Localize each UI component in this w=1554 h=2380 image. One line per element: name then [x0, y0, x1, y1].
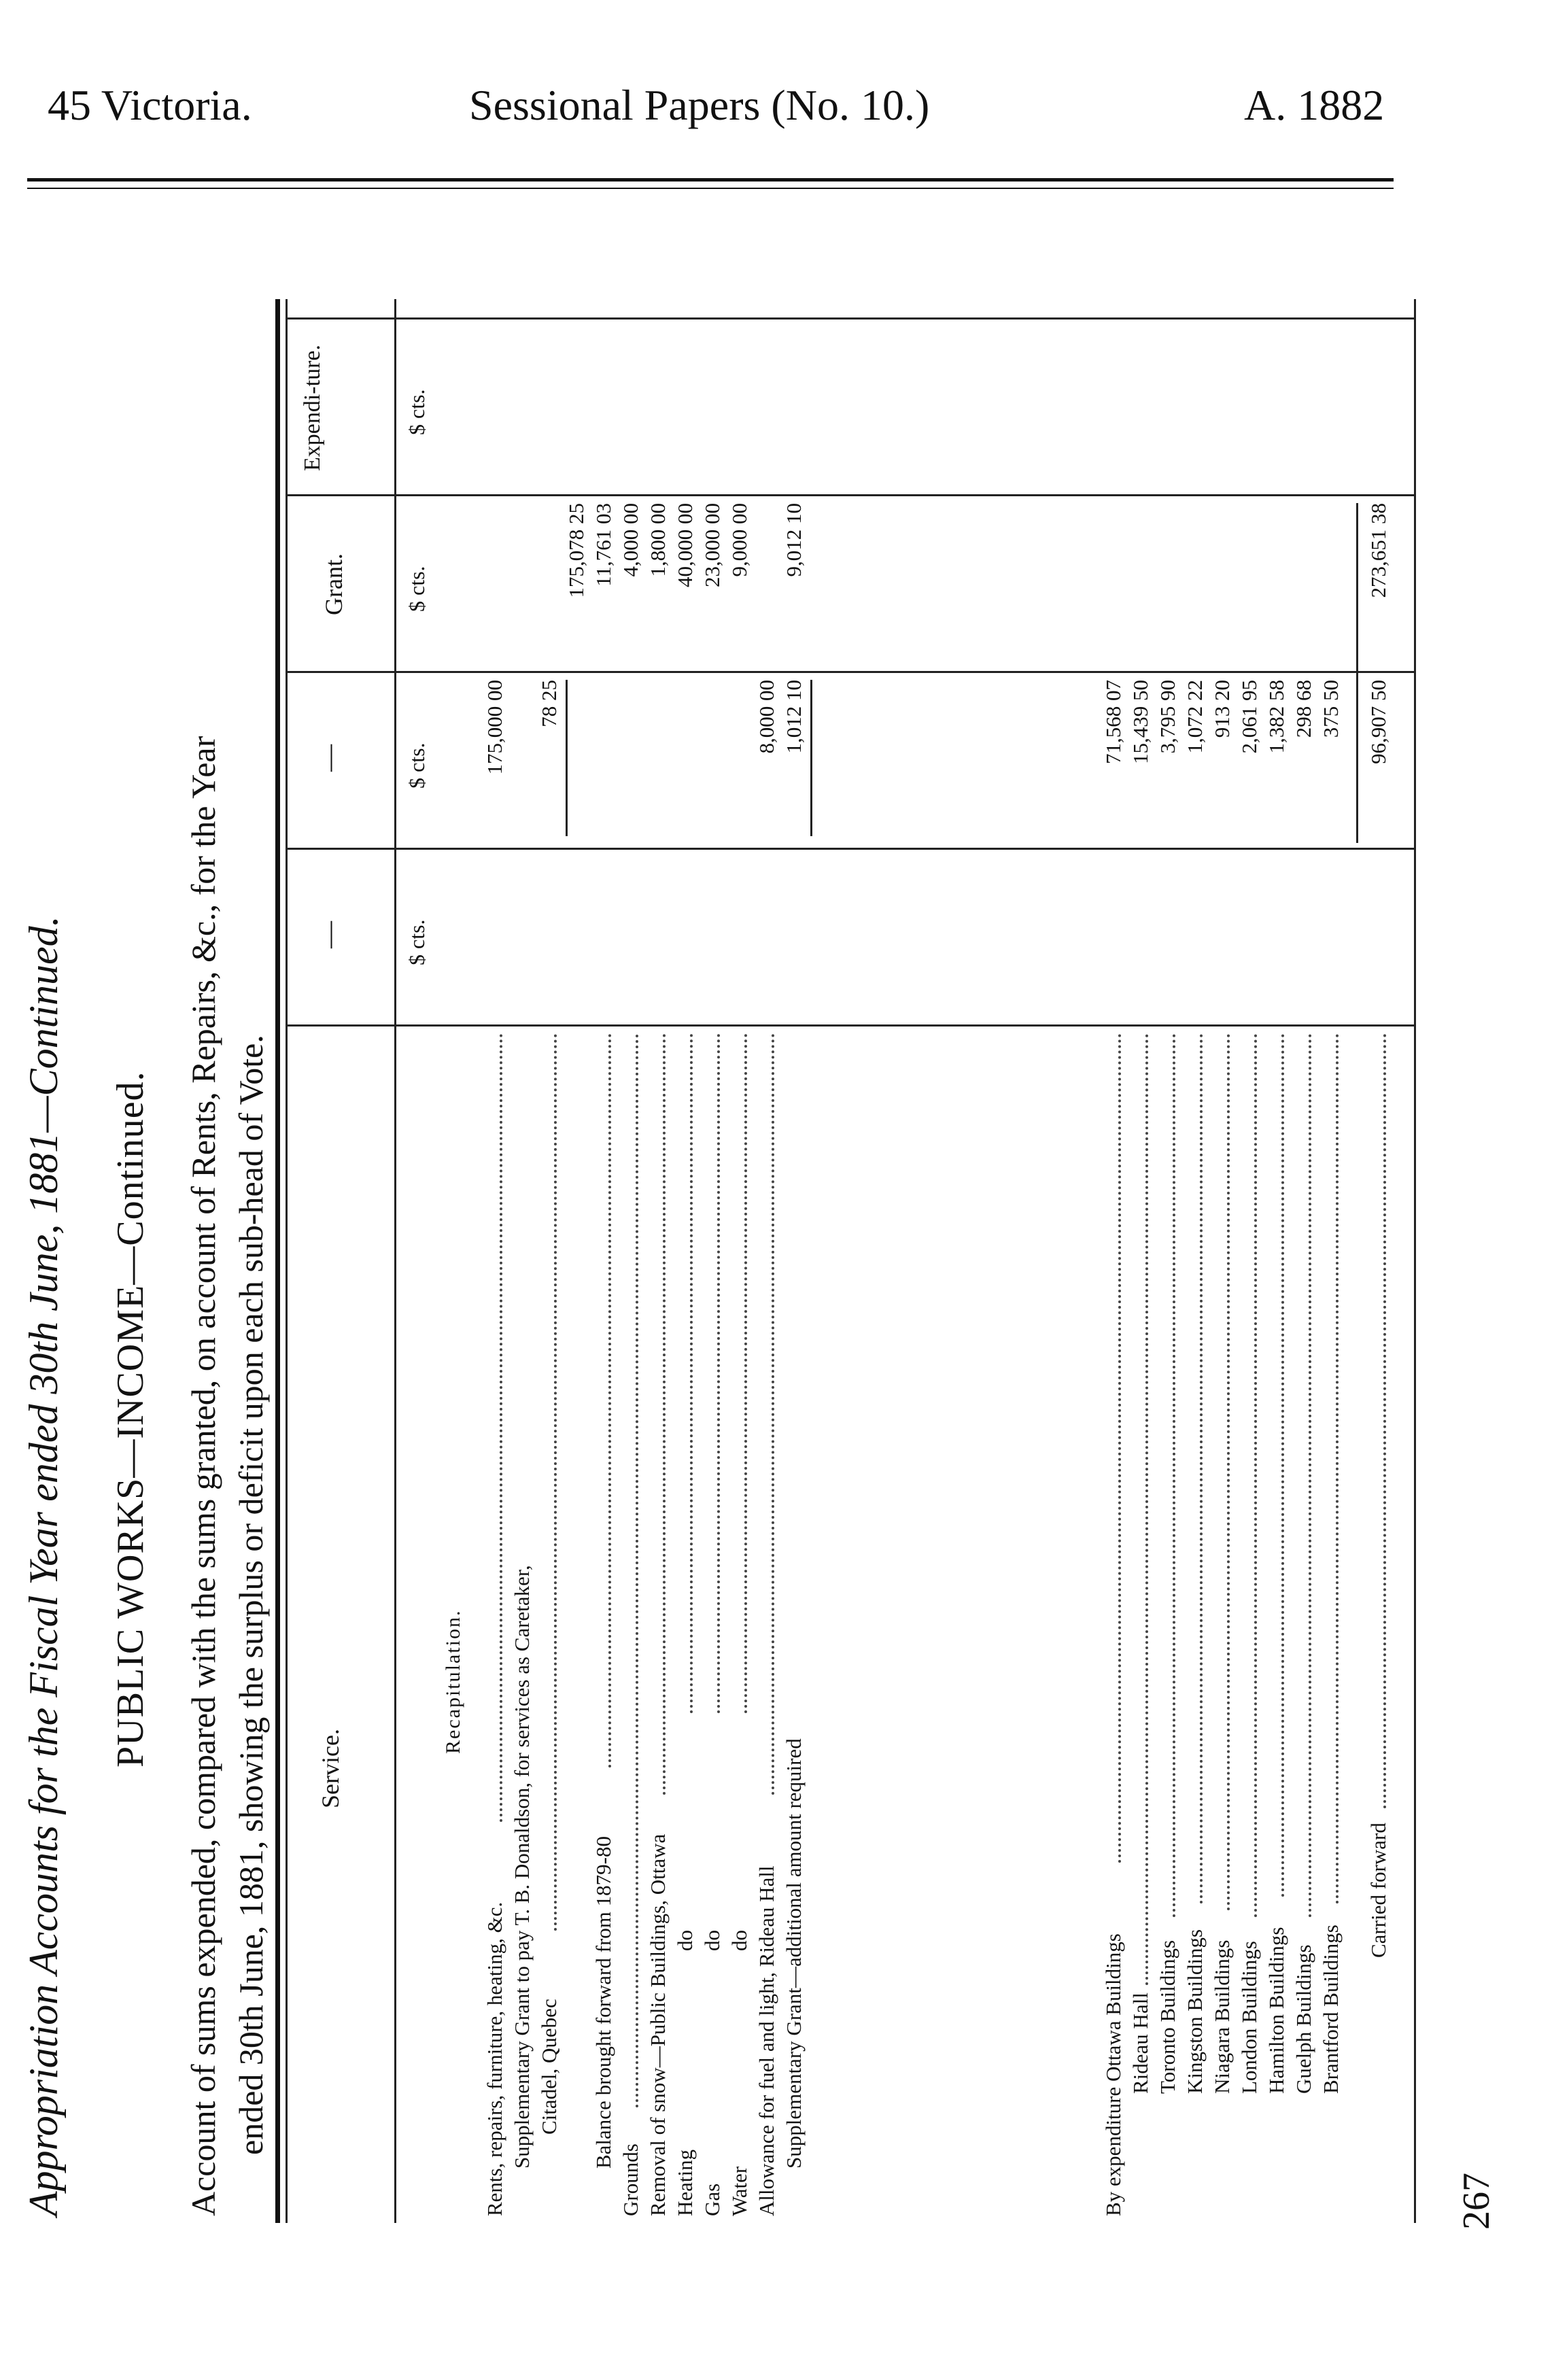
expenditure-amount: 375 50 [1319, 680, 1343, 738]
row-label: Heating [673, 2149, 697, 2216]
leader-dots [1200, 1033, 1203, 1903]
header-volume: 45 Victoria. [48, 81, 252, 129]
col-head-dash-1: — [313, 921, 344, 948]
grant-cell: 40,000 00 [673, 503, 697, 587]
leader-dots [636, 1033, 638, 2107]
row-label: Supplementary Grant—additional amount required [782, 1738, 806, 2169]
grant-cell: 11,761 03 [591, 503, 615, 587]
header-rule-thin [27, 188, 1394, 189]
title-appropriation: Appropriation Accounts for the Fiscal Year ended 30th June, 1881—Continued. [21, 916, 66, 2216]
grant-cell: 9,012 10 [782, 503, 806, 577]
expenditure-label: Guelph Buildings [1292, 1944, 1315, 2094]
amount-cell: 8,000 00 [755, 680, 778, 754]
rotated-page-body [14, 204, 1523, 2243]
header-rule [27, 178, 1394, 182]
ditto-mark: do [673, 1930, 697, 1951]
col-divider-a [286, 848, 1414, 850]
recapitulation-heading: Recapitulation. [442, 1609, 464, 1754]
table-header-bottom-rule [394, 299, 396, 2223]
row-label: Balance brought forward from 1879-80 [591, 1836, 615, 2169]
col-divider-exp [286, 317, 1414, 320]
leader-dots [1145, 1033, 1148, 1985]
grant-cell: 23,000 00 [700, 503, 724, 587]
expenditure-amount: 15,439 50 [1128, 680, 1152, 764]
unit-a: $ cts. [404, 919, 429, 965]
col-head-service: Service. [317, 1729, 344, 1808]
grant-cell: 175,078 25 [564, 503, 588, 598]
title-account-line2: ended 30th June, 1881, showing the surplus or deficit upon each sub-head of Vote. [232, 1035, 270, 2155]
carried-forward-label: Carried forward [1366, 1823, 1390, 1958]
row-label: Grounds [619, 2143, 642, 2216]
table-top-rule [275, 299, 280, 2223]
amount-cell: 1,012 10 [782, 680, 806, 754]
leader-dots [1383, 1033, 1386, 1808]
row-label: Allowance for fuel and light, Rideau Hall [755, 1865, 778, 2216]
expenditure-label: Niagara Buildings [1210, 1939, 1234, 2094]
amount-cell: 78 25 [537, 680, 561, 727]
expenditure-amount: 298 68 [1292, 680, 1315, 738]
leader-dots [554, 1033, 557, 1931]
total-rule [1356, 503, 1358, 843]
leader-dots [1173, 1033, 1175, 1917]
leader-dots [1227, 1033, 1230, 1910]
leader-dots [1336, 1033, 1339, 1903]
subtotal-rule [810, 680, 812, 836]
expenditure-amount: 71,568 07 [1101, 680, 1125, 764]
leader-dots [608, 1033, 611, 1767]
leader-dots [500, 1033, 502, 1822]
table-bottom-rule [1414, 299, 1416, 2223]
col-head-expenditure: Expendi-ture. [300, 345, 325, 471]
expenditure-amount: 1,382 58 [1264, 680, 1288, 754]
unit-grant: $ cts. [404, 566, 429, 612]
unit-b: $ cts. [404, 742, 429, 789]
expenditure-label: London Buildings [1237, 1941, 1261, 2094]
leader-dots [690, 1033, 693, 1713]
leader-dots [717, 1033, 720, 1713]
leader-dots [1254, 1033, 1257, 1917]
col-head-dash-2: — [313, 744, 344, 772]
leader-dots [772, 1033, 774, 1795]
expenditure-amount: 3,795 90 [1156, 680, 1179, 754]
col-head-grant: Grant. [320, 553, 347, 615]
expenditure-label: Rideau Hall [1128, 1993, 1152, 2094]
ditto-mark: do [727, 1930, 751, 1951]
title-public-works: PUBLIC WORKS—INCOME—Continued. [109, 1071, 152, 1767]
row-label: Water [727, 2166, 751, 2216]
carried-forward-grant: 273,651 38 [1366, 503, 1390, 598]
row-label: Removal of snow—Public Buildings, Ottawa [646, 1833, 670, 2216]
expenditure-label: Kingston Buildings [1183, 1929, 1207, 2094]
expenditure-amount: 2,061 95 [1237, 680, 1261, 754]
col-divider-b [286, 671, 1414, 673]
leader-dots [1281, 1033, 1284, 1897]
header-sessional-papers: Sessional Papers (No. 10.) [469, 81, 930, 129]
table-top-rule-thin [286, 299, 288, 2223]
leader-dots [1309, 1033, 1311, 1917]
amount-cell: 175,000 00 [483, 680, 506, 775]
header-year: A. 1882 [1244, 81, 1385, 129]
col-divider-service [286, 1024, 1414, 1027]
expenditure-label: By expenditure Ottawa Buildings [1101, 1933, 1125, 2216]
row-label: Supplementary Grant to pay T. B. Donaldson, for services as Caretaker, [510, 1565, 534, 2169]
row-label: Citadel, Quebec [537, 1999, 561, 2135]
grant-cell: 1,800 00 [646, 503, 670, 577]
carried-forward-amount: 96,907 50 [1366, 680, 1390, 764]
expenditure-label: Hamilton Buildings [1264, 1927, 1288, 2094]
title-account-line1: Account of sums expended, compared with the sums granted, on account of Rents, Repairs, &c., for the Year [184, 736, 222, 2216]
row-label: Gas [700, 2183, 724, 2216]
unit-exp: $ cts. [404, 389, 429, 435]
expenditure-label: Toronto Buildings [1156, 1939, 1179, 2094]
leader-dots [1118, 1033, 1121, 1863]
expenditure-amount: 1,072 22 [1183, 680, 1207, 754]
subtotal-rule [566, 680, 568, 836]
ditto-mark: do [700, 1930, 724, 1951]
grant-cell: 4,000 00 [619, 503, 642, 577]
grant-cell: 9,000 00 [727, 503, 751, 577]
row-label: Rents, repairs, furniture, heating, &c. [483, 1901, 506, 2216]
expenditure-amount: 913 20 [1210, 680, 1234, 738]
leader-dots [663, 1033, 666, 1795]
expenditure-label: Brantford Buildings [1319, 1925, 1343, 2094]
page-number: 267 [1455, 2173, 1498, 2230]
leader-dots [744, 1033, 747, 1713]
col-divider-grant [286, 494, 1414, 496]
